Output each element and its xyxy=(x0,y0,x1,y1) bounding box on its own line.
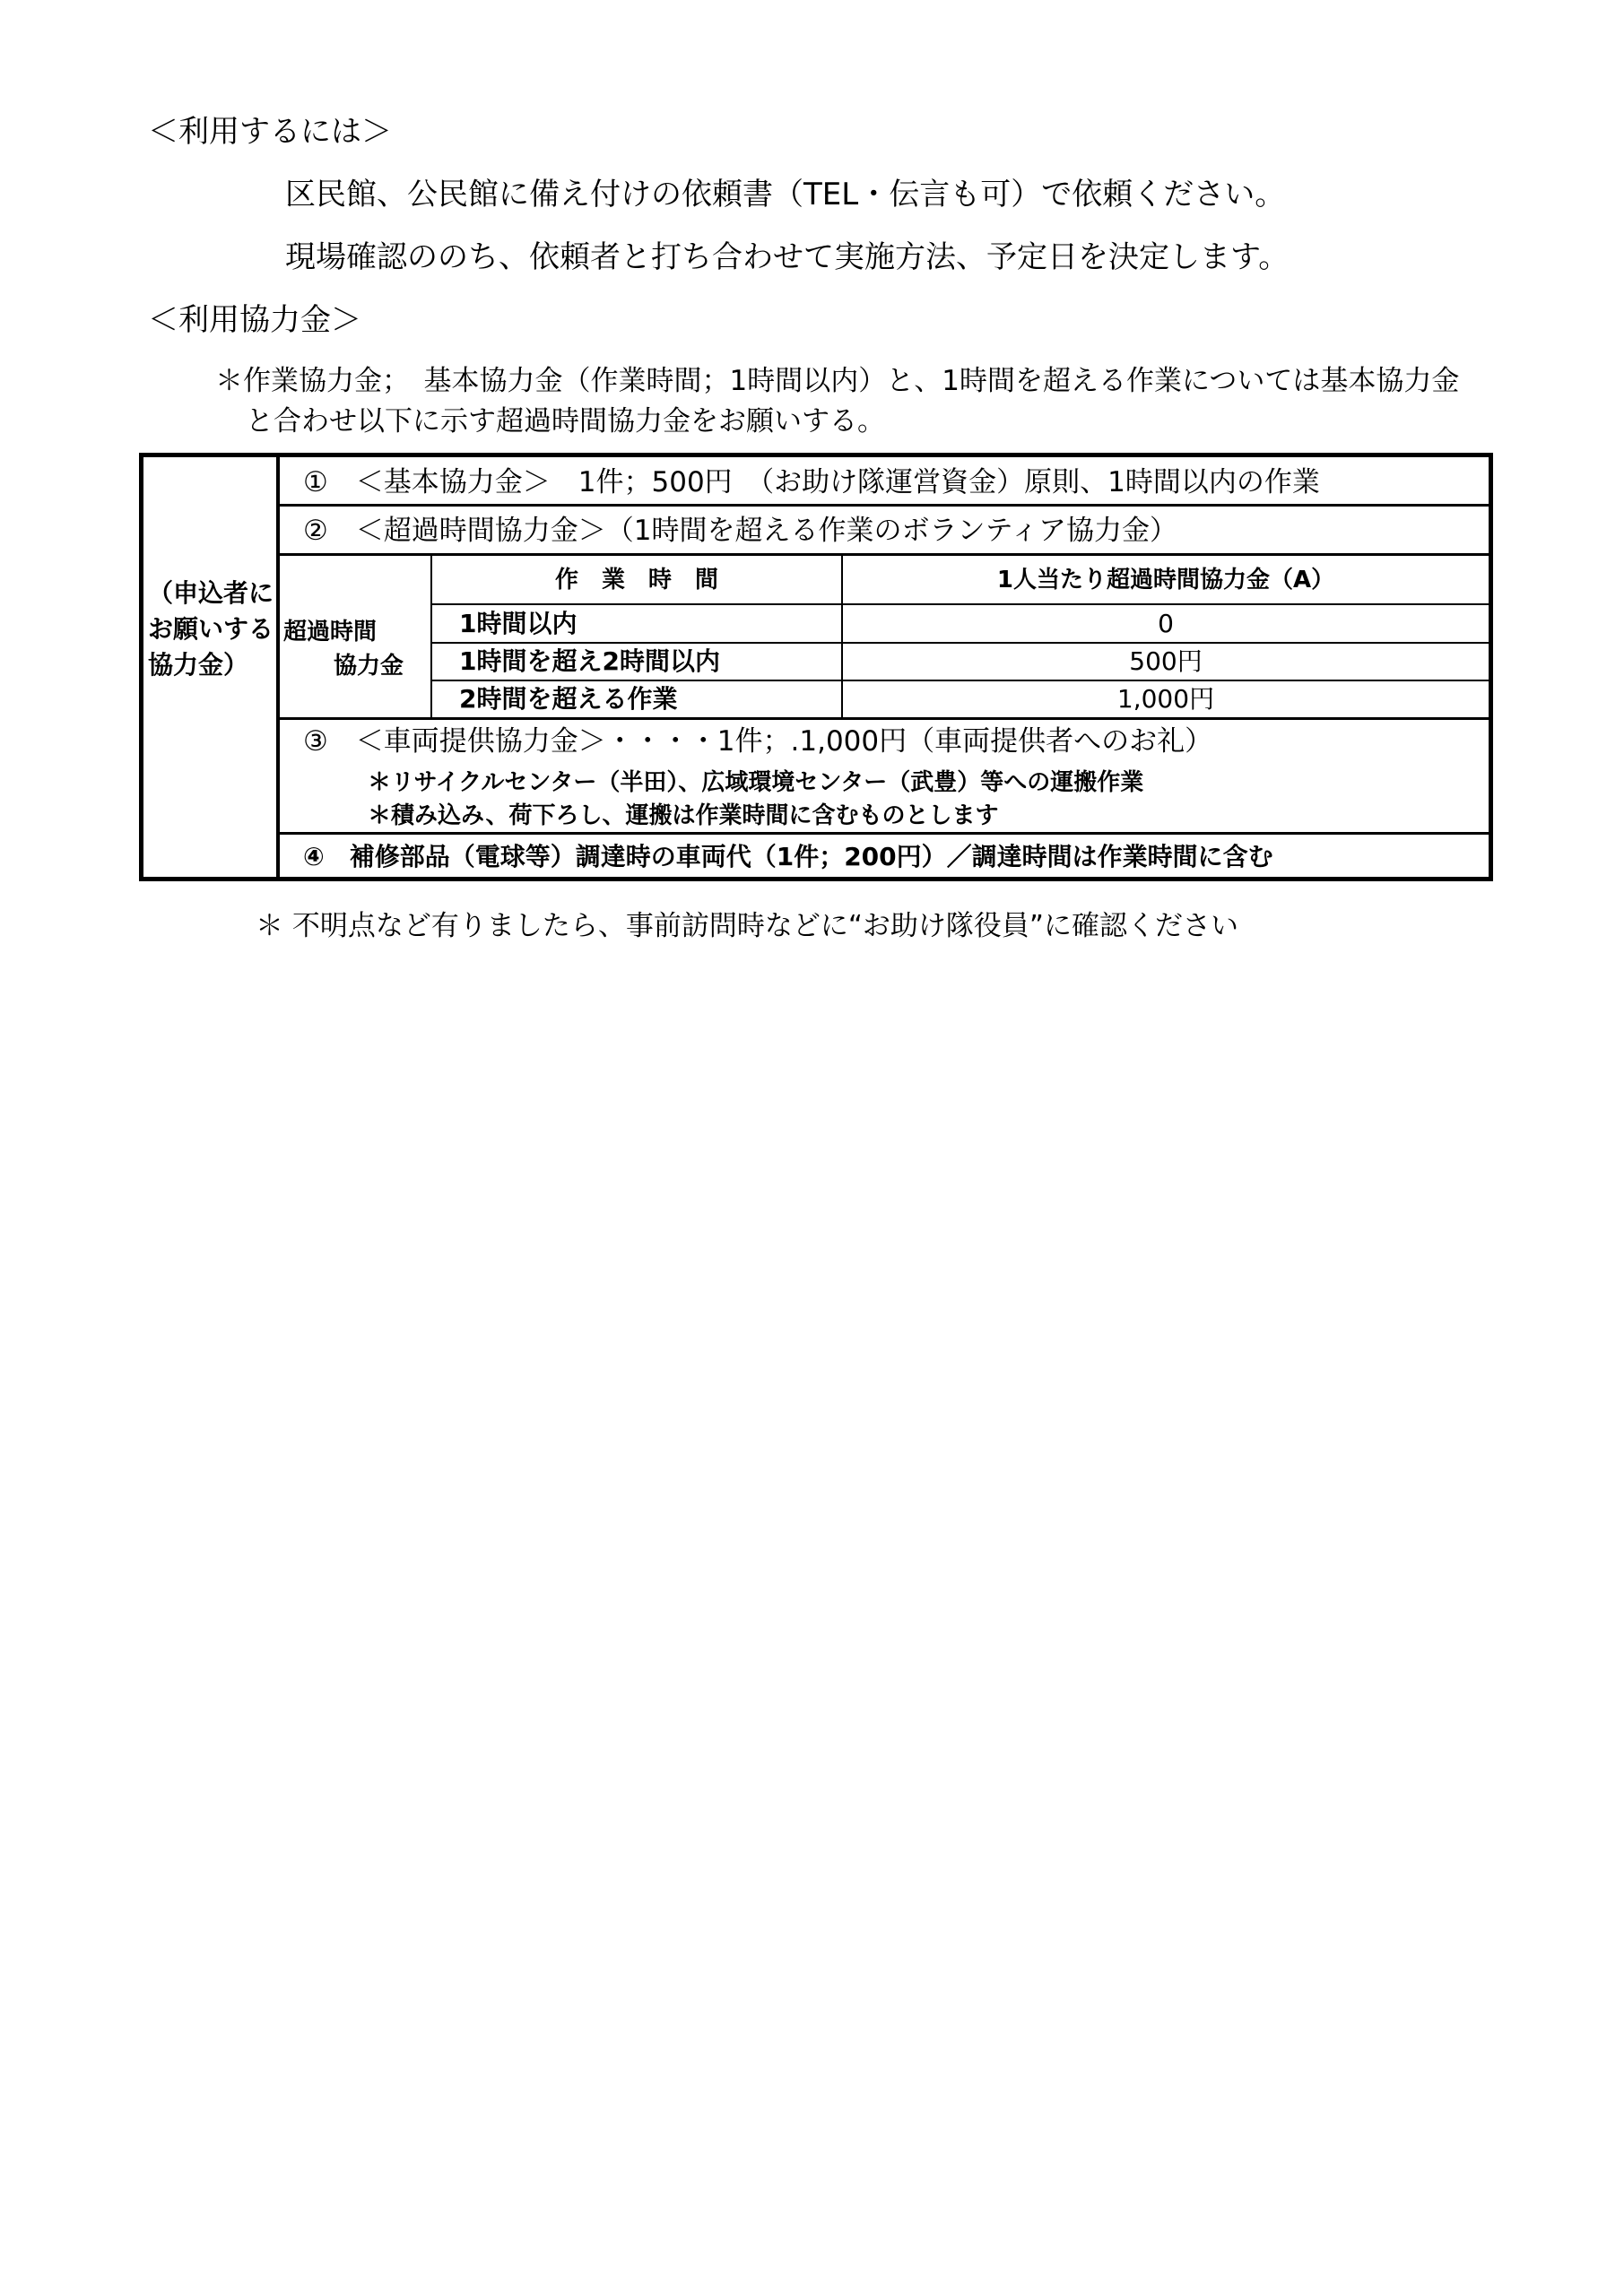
table-divider xyxy=(276,832,1493,835)
vehicle-note-1: ＊リサイクルセンター（半田）、広域環境センター（武豊）等への運搬作業 xyxy=(368,769,1144,796)
overtime-fee-2: 500円 xyxy=(1129,646,1203,676)
footer-note: ＊ 不明点など有りましたら、事前訪問時などに“お助け隊役員”に確認ください xyxy=(256,910,1238,942)
vehicle-note-2: ＊積み込み、荷下ろし、運搬は作業時間に含むものとします xyxy=(368,802,999,829)
usage-line-2: 現場確認ののち、依頼者と打ち合わせて実施方法、予定日を決定します。 xyxy=(285,239,1290,275)
overtime-time-2: 1時間を超え2時間以内 xyxy=(459,646,720,676)
vehicle-fee-row: ③ ＜車両提供協力金＞・・・・1件；.1,000円（車両提供者へのお礼） xyxy=(303,725,1213,758)
col-header-time: 作 業 時 間 xyxy=(554,566,718,593)
fee-note-line-1: ＊作業協力金； 基本協力金（作業時間；1時間以内）と、1時間を超える作業については基本協力金 xyxy=(215,365,1460,397)
col-header-fee: 1人当たり超過時間協力金（A） xyxy=(996,566,1335,593)
fee-note-line-2: と合わせ以下に示す超過時間協力金をお願いする。 xyxy=(246,405,885,438)
table-divider xyxy=(276,717,1493,720)
heading-fee: ＜利用協力金＞ xyxy=(148,302,361,338)
parts-fee-row: ④ 補修部品（電球等）調達時の車両代（1件；200円）／調達時間は作業時間に含む xyxy=(303,842,1273,871)
overtime-time-3: 2時間を超える作業 xyxy=(459,684,678,714)
left-label-line-2: お願いする xyxy=(148,614,274,644)
left-label-line-3: 協力金） xyxy=(148,650,249,680)
left-label-line-1: （申込者に xyxy=(148,578,274,608)
overtime-label-line-1: 超過時間 xyxy=(283,619,378,645)
table-divider xyxy=(276,453,280,881)
overtime-time-1: 1時間以内 xyxy=(459,608,578,638)
table-divider xyxy=(276,504,1493,507)
overtime-fee-1: 0 xyxy=(1158,608,1174,638)
heading-usage: ＜利用するには＞ xyxy=(148,114,392,150)
overtime-label-line-2: 協力金 xyxy=(334,653,404,680)
basic-fee-row: ① ＜基本協力金＞ 1件；500円 （お助け隊運営資金）原則、1時間以内の作業 xyxy=(303,466,1320,498)
overtime-fee-3: 1,000円 xyxy=(1116,684,1215,714)
usage-line-1: 区民館、公民館に備え付けの依頼書（TEL・伝言も可）で依頼ください。 xyxy=(285,177,1286,212)
overtime-fee-row: ② ＜超過時間協力金＞（1時間を超える作業のボランティア協力金） xyxy=(303,515,1178,547)
